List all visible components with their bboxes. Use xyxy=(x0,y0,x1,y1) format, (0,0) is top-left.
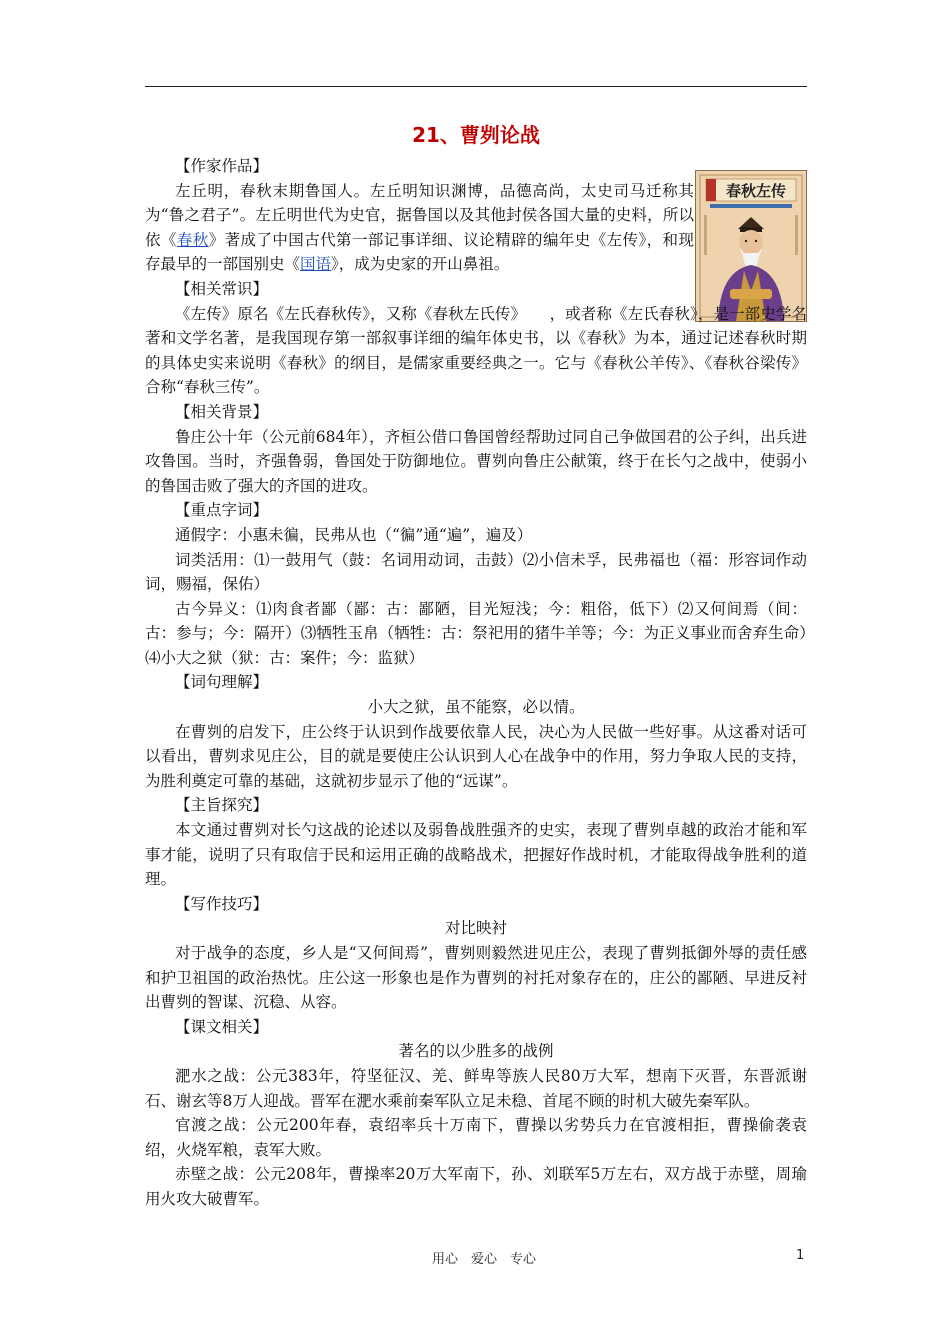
related-subtitle: 著名的以少胜多的战例 xyxy=(398,1042,554,1061)
theme-paragraph: 本文通过曹刿对长勺这战的论述以及弱鲁战胜强齐的史实，表现了曹刿卓越的政治才能和军事才能，说明了只有取信于民和运用正确的战略战术，把握好作战时机，才能取得战争胜利的道理。 xyxy=(145,821,807,889)
section-heading-sentence: 【词句理解】 xyxy=(175,673,269,692)
section-heading-technique: 【写作技巧】 xyxy=(175,894,269,913)
vocabulary-gujin: 古今异义：⑴肉食者鄙（鄙：古：鄙陋，目光短浅；今：粗俗，低下）⑵又何间焉（间：古：参与；今：隔开）⑶牺牲玉帛（牺牲：古：祭祀用的猪牛羊等；今：为正义事业而舍弃生命）⑷小大之狱（狱：古：案件；今：监狱） xyxy=(145,599,807,667)
footer-motto: 用心 爱心 专心 xyxy=(432,1252,537,1267)
author-text-post: 》，成为史家的开山鼻祖。 xyxy=(331,255,510,274)
vocabulary-cilei: 词类活用：⑴一鼓用气（鼓：名词用动词，击鼓）⑵小信未孚，民弗福也（福：形容词作动词，赐福，保佑） xyxy=(145,550,807,594)
battle-feishui: 淝水之战：公元383年，符坚征汉、羌、鲜卑等族人民80万大军，想南下灭晋，东晋派谢石、谢玄等8万人迎战。晋军在淝水乘前秦军队立足未稳、首尾不顾的时机大破先秦军队。 xyxy=(145,1066,807,1110)
section-heading-knowledge: 【相关常识】 xyxy=(175,279,269,298)
section-heading-related: 【课文相关】 xyxy=(175,1017,269,1036)
document-body xyxy=(145,120,807,1212)
page-title: 21、曹刿论战 xyxy=(412,123,540,147)
author-text-pre: 左丘明，春秋末期鲁国人。左丘明知识渊博，品德高尚，太史司马迁称其为“鲁之君子”。左丘明世代为史官，据鲁国以及其他封侯各国大量的史料，所以依《 xyxy=(145,181,694,249)
section-heading-theme: 【主旨探究】 xyxy=(175,796,269,815)
battle-chibi: 赤壁之战：公元208年，曹操率20万大军南下，孙、刘联军5万左右，双方战于赤壁，周瑜用火攻大破曹军。 xyxy=(145,1165,807,1208)
page-number: 1 xyxy=(796,1248,805,1263)
section-heading-vocabulary: 【重点字词】 xyxy=(175,501,269,520)
header-rule xyxy=(145,86,807,87)
section-heading-author: 【作家作品】 xyxy=(175,157,269,175)
vocabulary-tongjiazi: 通假字：小惠未徧，民弗从也（“徧”通“遍”，遍及） xyxy=(175,525,533,544)
technique-subtitle: 对比映衬 xyxy=(444,919,507,938)
section-heading-background: 【相关背景】 xyxy=(175,402,269,421)
author-text-mid: 》著成了中国古代第一部记事详细、议论精辟的编年史《左传》，和现存最早的一部国别史《 xyxy=(145,230,694,274)
background-paragraph: 鲁庄公十年（公元前684年），齐桓公借口鲁国曾经帮助过同自己争做国君的公子纠，出兵进攻鲁国。当时，齐强鲁弱，鲁国处于防御地位。曹刿向鲁庄公献策，终于在长勺之战中，使弱小的鲁国击败了强大的齐国的进攻。 xyxy=(145,427,807,495)
battle-guandu: 官渡之战：公元200年春，袁绍率兵十万南下，曹操以劣势兵力在官渡相拒，曹操偷袭袁绍，火烧军粮，袁军大败。 xyxy=(145,1116,807,1159)
link-guoyu[interactable]: 国语 xyxy=(300,255,332,274)
portrait-caption: 春秋左传 xyxy=(725,182,787,200)
link-chunqiu[interactable]: 春秋 xyxy=(176,230,209,249)
technique-paragraph: 对于战争的态度，乡人是“又何间焉”，曹刿则毅然进见庄公，表现了曹刿抵御外辱的责任感和护卫祖国的政治热忱。庄公这一形象也是作为曹刿的衬托对象存在的，庄公的鄙陋、早进反衬出曹刿的智谋、沉稳、从容。 xyxy=(145,944,807,1012)
knowledge-paragraph: 《左传》原名《左氏春秋传》，又称《春秋左氏传》 ，或者称《左氏春秋》，是一部史学名著和文学名著，是我国现存第一部叙事详细的编年体史书，以《春秋》为本，通过记述春秋时期的具体史实来说明《春秋》的纲目，是儒家重要经典之一。它与《春秋公羊传》、《春秋谷梁传》合称“春秋三传”。 xyxy=(145,304,807,397)
sentence-quote: 小大之狱，虽不能察，必以情。 xyxy=(367,698,585,717)
sentence-paragraph: 在曹刿的启发下，庄公终于认识到作战要依靠人民，决心为人民做一些好事。从这番对话可以看出，曹刿求见庄公，目的就是要使庄公认识到人心在战争中的作用，努力争取人民的支持，为胜利奠定可靠的基础，这就初步显示了他的“远谋”。 xyxy=(145,722,807,790)
author-paragraph xyxy=(145,179,694,277)
